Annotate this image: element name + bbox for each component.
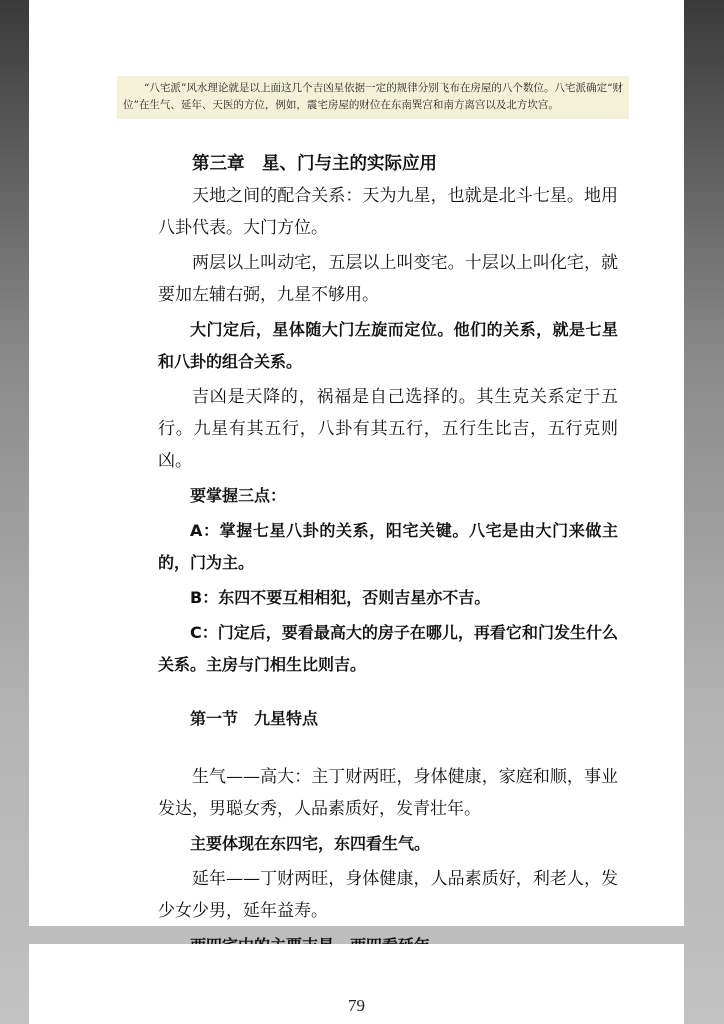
- book-page: [29, 0, 684, 926]
- bold-paragraph: C：门定后，要看最高大的房子在哪儿，再看它和门发生什么关系。主房与门相生比则吉。: [158, 623, 618, 674]
- bold-paragraph: 大门定后，星体随大门左旋而定位。他们的关系，就是七星和八卦的组合关系。: [158, 320, 618, 371]
- paragraph: 生气——高大：主丁财两旺，身体健康，家庭和顺，事业发达，男聪女秀，人品素质好，发青壮年。: [158, 767, 618, 819]
- page-body: [158, 180, 618, 965]
- paragraph: 吉凶是天降的，祸福是自己选择的。其生克关系定于五行。九星有其五行，八卦有其五行，五行生比吉，五行克则凶。: [158, 387, 618, 471]
- next-page: [29, 944, 684, 1024]
- paragraph: 延年——丁财两旺，身体健康，人品素质好，利老人，发少女少男，延年益寿。: [158, 869, 618, 921]
- chapter-title: 第三章 星、门与主的实际应用: [192, 154, 437, 174]
- bold-paragraph: A：掌握七星八卦的关系，阳宅关键。八宅是由大门来做主的，门为主。: [158, 521, 618, 572]
- section-title: 第一节 九星特点: [190, 709, 319, 728]
- page-number: 79: [348, 996, 365, 1015]
- bold-paragraph: 要掌握三点：: [190, 486, 287, 505]
- bold-paragraph: B：东四不要互相相犯，否则吉星亦不吉。: [190, 588, 491, 607]
- paragraph: 天地之间的配合关系：天为九星，也就是北斗七星。地用八卦代表。大门方位。: [158, 186, 618, 238]
- highlighted-intro-note: “八宅派”风水理论就是以上面这几个吉凶星依据一定的规律分别飞布在房屋的八个数位。八宅派确定“财位”在生气、延年、天医的方位，例如，震宅房屋的财位在东南巽宫和南方离宫以及北方坎宫。: [117, 76, 629, 119]
- bold-paragraph: 主要体现在东四宅，东四看生气。: [190, 834, 431, 853]
- paragraph: 两层以上叫动宅，五层以上叫变宅。十层以上叫化宅，就要加左辅右弼，九星不够用。: [158, 253, 618, 305]
